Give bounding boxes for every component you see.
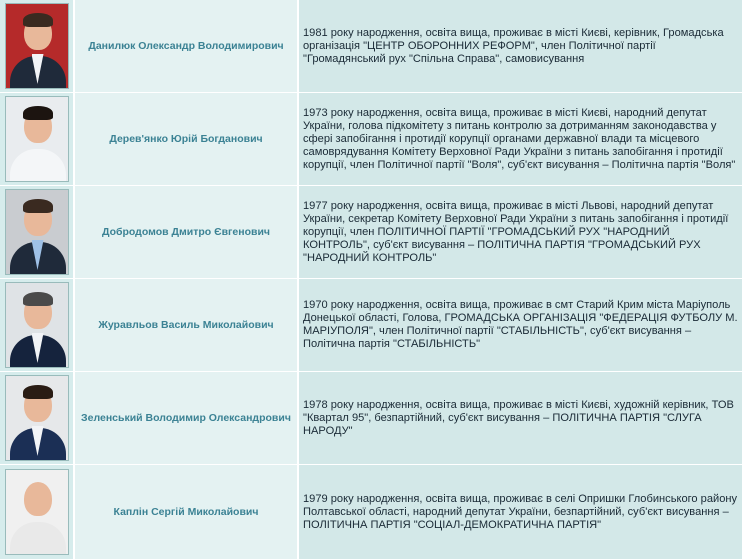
table-row — [0, 0, 742, 93]
photo-cell — [0, 372, 75, 464]
candidate-description: 1973 року народження, освіта вища, проживає в місті Києві, народний депутат України, голова підкомітету з питань контролю за дотриманням законодавства у сфері запобігання і протидії корупції органами державної влади та місцевого самоврядування Комітету Верховної Ради України з питань запобігання і протидії корупції, член Політичної партії "Воля", суб'єкт висування – Політична партія "Воля" — [299, 93, 742, 185]
candidate-description: 1970 року народження, освіта вища, проживає в смт Старий Крим міста Маріуполь Донецької області, Голова, ГРОМАДСЬКА ОРГАНІЗАЦІЯ "ФЕДЕРАЦІЯ ФУТБОЛУ М. МАРІУПОЛЯ", член Політичної партії "СТАБІЛЬНІСТЬ", суб'єкт висування – Політична партія "СТАБІЛЬНІСТЬ" — [299, 279, 742, 371]
candidate-name: Добродомов Дмитро Євгенович — [75, 186, 299, 278]
candidate-photo — [5, 375, 69, 461]
photo-cell — [0, 93, 75, 185]
photo-cell — [0, 465, 75, 559]
candidate-photo — [5, 189, 69, 275]
candidate-name: Журавльов Василь Миколайович — [75, 279, 299, 371]
candidate-name: Данилюк Олександр Володимирович — [75, 0, 299, 92]
photo-cell — [0, 0, 75, 92]
candidate-name: Дерев'янко Юрій Богданович — [75, 93, 299, 185]
candidate-description: 1977 року народження, освіта вища, проживає в місті Львові, народний депутат України, секретар Комітету Верховної Ради України з питань запобігання і протидії корупції, член ПОЛІТИЧНОЇ ПАРТІЇ "ГРОМАДСЬКИЙ РУХ "НАРОДНИЙ КОНТРОЛЬ", суб'єкт висування – ПОЛІТИЧНА ПАРТІЯ "ГРОМАДСЬКИЙ РУХ "НАРОДНИЙ КОНТРОЛЬ" — [299, 186, 742, 278]
candidate-name: Каплін Сергій Миколайович — [75, 465, 299, 559]
candidate-photo — [5, 3, 69, 89]
candidate-description: 1981 року народження, освіта вища, проживає в місті Києві, керівник, Громадська організація "ЦЕНТР ОБОРОННИХ РЕФОРМ", член Політичної партії "Громадянський рух "Спільна Справа", самовисування — [299, 0, 742, 92]
candidate-description: 1978 року народження, освіта вища, проживає в місті Києві, художній керівник, ТОВ "Квартал 95", безпартійний, суб'єкт висування – ПОЛІТИЧНА ПАРТІЯ "СЛУГА НАРОДУ" — [299, 372, 742, 464]
table-row — [0, 465, 742, 560]
table-row — [0, 279, 742, 372]
candidate-description: 1979 року народження, освіта вища, проживає в селі Опришки Глобинського району Полтавської області, народний депутат України, безпартійний, суб'єкт висування – ПОЛІТИЧНА ПАРТІЯ "СОЦІАЛ-ДЕМОКРАТИЧНА ПАРТІЯ" — [299, 465, 742, 559]
candidate-photo — [5, 282, 69, 368]
candidate-photo — [5, 469, 69, 555]
table-row — [0, 93, 742, 186]
table-row — [0, 372, 742, 465]
candidate-name: Зеленський Володимир Олександрович — [75, 372, 299, 464]
photo-cell — [0, 186, 75, 278]
photo-cell — [0, 279, 75, 371]
candidate-photo — [5, 96, 69, 182]
table-row — [0, 186, 742, 279]
